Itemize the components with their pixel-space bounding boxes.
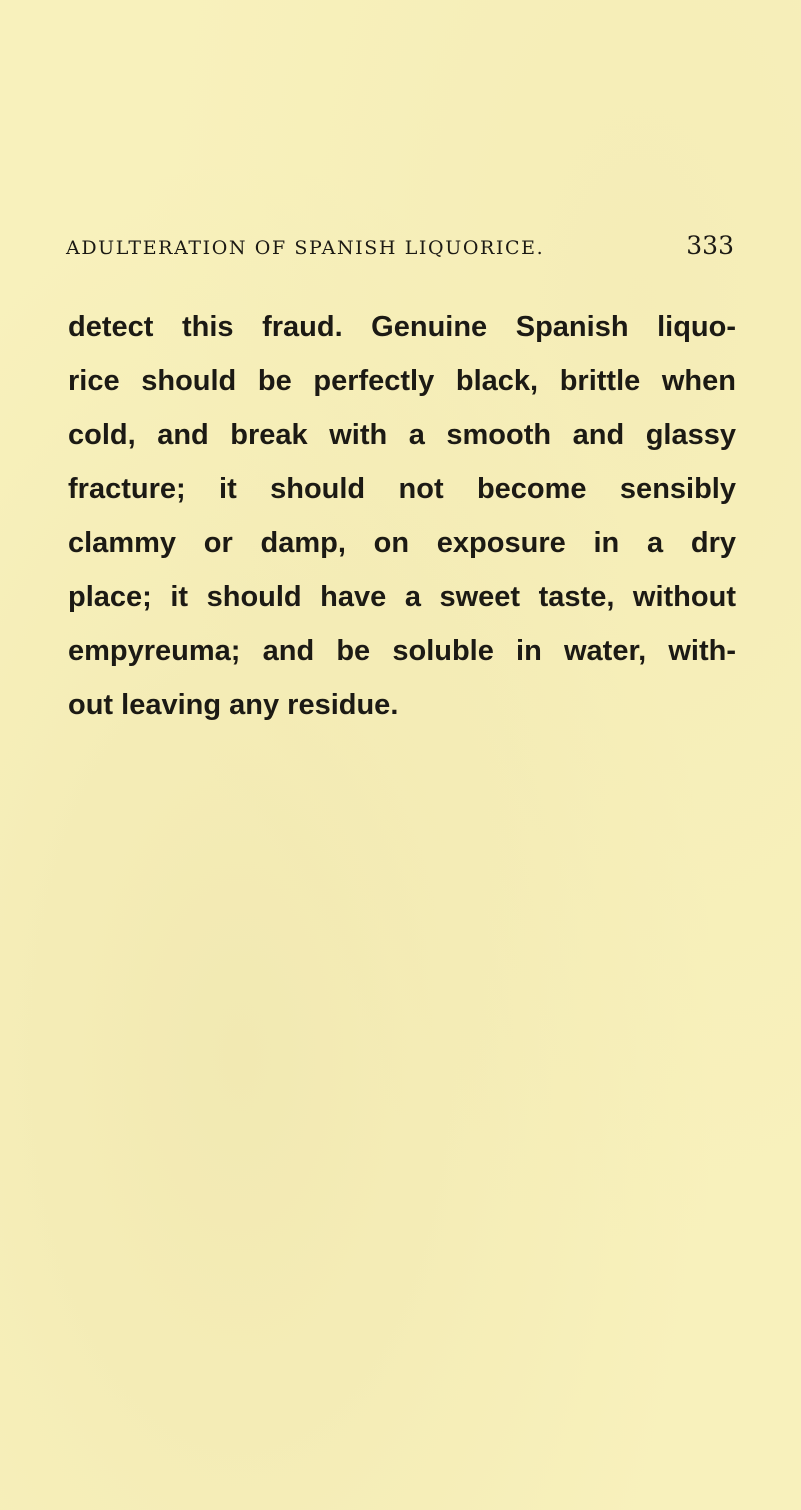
text-line: fracture; it should not become sensibly [68, 473, 736, 505]
page-number: 333 [686, 231, 734, 260]
body-paragraph [68, 300, 736, 732]
text-line: cold, and break with a smooth and glassy [68, 419, 736, 451]
text-line: rice should be perfectly black, brittle when [68, 365, 736, 397]
running-title: ADULTERATION OF SPANISH LIQUORICE. [66, 237, 545, 259]
text-line: clammy or damp, on exposure in a dry [68, 527, 736, 559]
text-line: empyreuma; and be soluble in water, with- [68, 635, 736, 667]
running-head [66, 233, 734, 263]
text-line: out leaving any residue. [68, 689, 399, 721]
text-line: detect this fraud. Genuine Spanish liquo- [68, 311, 736, 343]
text-line: place; it should have a sweet taste, without [68, 581, 736, 613]
